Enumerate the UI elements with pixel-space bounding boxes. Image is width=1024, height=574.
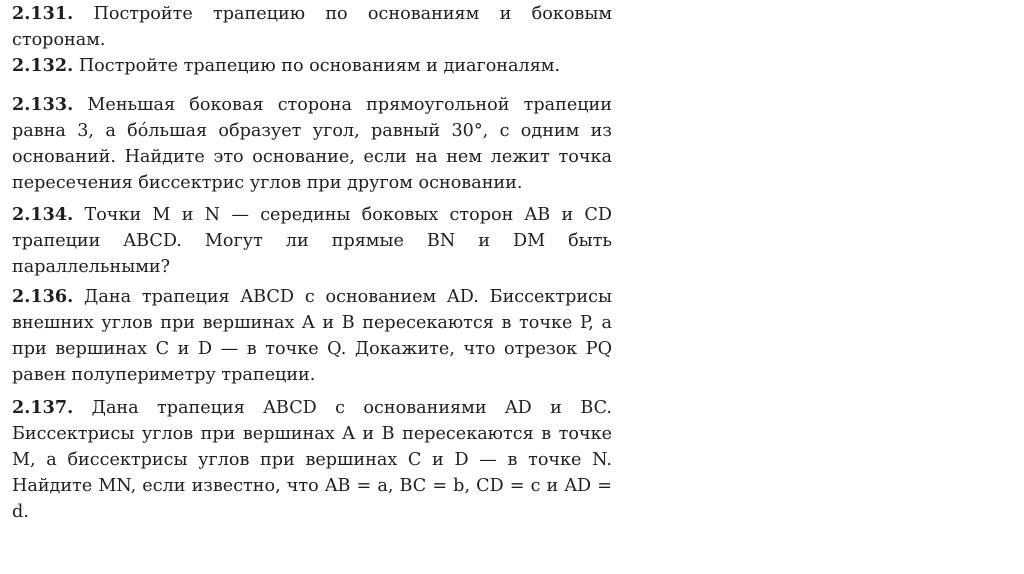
problem-number: 2.134. <box>12 204 74 225</box>
problem-text: Дана трапеция ABCD с основаниями AD и BC. Биссектрисы углов при вершинах A и B пересекаются в точке M, а биссектрисы углов при вершинах C и D — в точке N. Найдите MN, если известно, что AB = a, BC = b, CD = c и AD = d. <box>12 398 612 522</box>
problem-2-131 <box>12 1 612 53</box>
problem-2-134 <box>12 202 612 280</box>
problem-text: Меньшая боковая сторона прямоугольной трапеции равна 3, а бóльшая образует угол, равный 30°, с одним из оснований. Найдите это основание, если на нем лежит точка пересечения биссектрис углов при другом основании. <box>12 95 613 193</box>
problem-2-136 <box>12 284 612 388</box>
problem-2-137 <box>12 395 612 525</box>
problem-number: 2.131. <box>12 3 74 24</box>
problem-text: Постройте трапецию по основаниям и диагоналям. <box>78 56 561 76</box>
problem-2-132 <box>12 53 612 79</box>
problem-number: 2.133. <box>12 94 74 115</box>
problem-number: 2.132. <box>12 55 74 76</box>
problem-number: 2.136. <box>12 286 74 307</box>
problem-number: 2.137. <box>12 397 74 418</box>
problem-2-133 <box>12 92 612 196</box>
problem-text: Дана трапеция ABCD с основанием AD. Биссектрисы внешних углов при вершинах A и B пересекаются в точке P, а при вершинах C и D — в точке Q. Докажите, что отрезок PQ равен полупериметру трапеции. <box>12 287 612 385</box>
problem-text: Постройте трапецию по основаниям и боковым сторонам. <box>12 4 613 50</box>
problem-text: Точки M и N — середины боковых сторон AB и CD трапеции ABCD. Могут ли прямые BN и DM быть параллельными? <box>12 205 613 277</box>
